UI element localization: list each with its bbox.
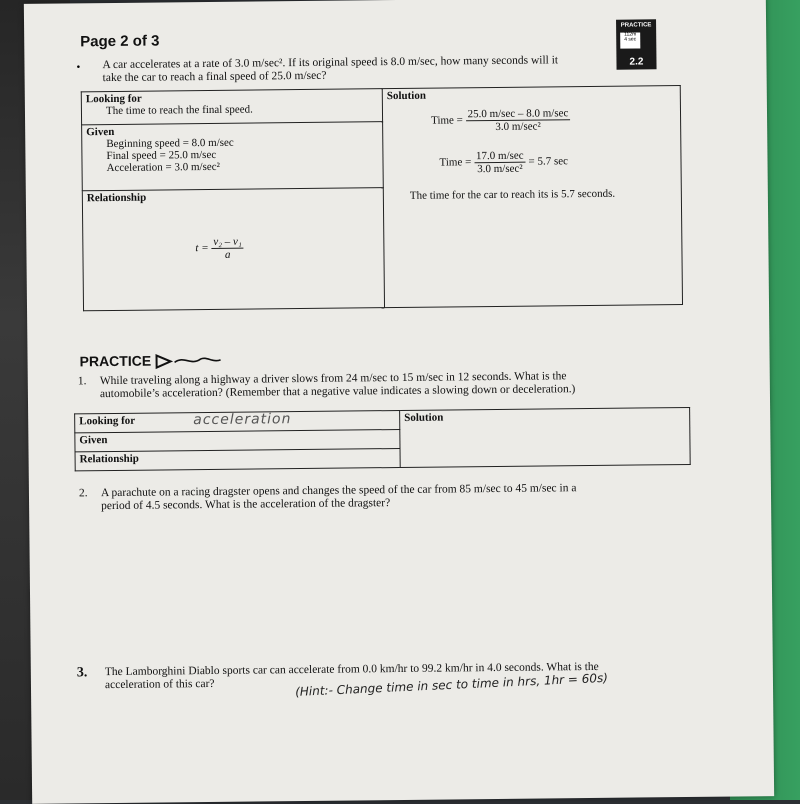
fraction-denominator: 3.0 m/sec² <box>477 162 523 176</box>
problem-line: While traveling along a highway a driver slows from 24 m/sec to 15 m/sec in 12 seconds. What is the <box>99 370 567 388</box>
worksheet-page <box>24 0 774 804</box>
handwritten-answer: acceleration <box>193 411 292 429</box>
relationship-cell[interactable] <box>75 448 400 470</box>
problem-line: automobile’s acceleration? (Remember that a negative value indicates a slowing down or deceleration.) <box>99 383 576 401</box>
solution-lhs: Time = <box>439 156 472 169</box>
badge-box-line: 4 sec <box>624 36 637 43</box>
problem-number: 3. <box>76 665 88 681</box>
solution-cell[interactable] <box>400 407 691 467</box>
fraction <box>474 150 526 176</box>
looking-for-label: Looking for <box>85 92 142 106</box>
solution-step-1 <box>431 107 571 133</box>
badge-box <box>620 32 640 48</box>
looking-for-cell[interactable] <box>75 410 400 432</box>
problem-1-table <box>74 407 691 471</box>
solution-text: The time for the car to reach its is 5.7 seconds. <box>409 187 616 202</box>
problem-2-work-area[interactable] <box>79 523 700 659</box>
question-line: take the car to reach a final speed of 25.0 m/sec? <box>102 69 327 85</box>
given-label: Given <box>86 125 115 139</box>
problem-line: The Lamborghini Diablo sports car can accelerate from 0.0 km/hr to 99.2 km/hr in 4.0 seconds. What is the <box>104 660 599 679</box>
given-label: Given <box>79 434 108 447</box>
problem-2 <box>78 482 577 513</box>
problem-1 <box>77 370 576 401</box>
handwritten-hint: (Hint:- Change time in sec to time in hrs, 1hr = 60s) <box>294 670 609 699</box>
looking-for-cell <box>81 89 382 125</box>
bullet-icon: • <box>76 61 81 74</box>
fraction-denominator: a <box>224 248 231 261</box>
formula-lhs: t = <box>195 242 209 255</box>
fraction <box>211 236 244 261</box>
fraction-numerator: v₂ – v₁ <box>211 236 244 249</box>
given-cell <box>82 122 384 191</box>
problem-3 <box>76 660 609 699</box>
problem-line: A parachute on a racing dragster opens and changes the speed of the car from 85 m/sec to 45 m/sec in a <box>100 482 577 500</box>
example-table <box>81 85 683 311</box>
solution-result: = 5.7 sec <box>528 155 569 168</box>
fraction-denominator: 3.0 m/sec² <box>495 120 541 133</box>
solution-cell <box>382 86 682 308</box>
problem-line: acceleration of this car? <box>104 677 215 692</box>
practice-badge <box>616 19 657 69</box>
looking-for-label: Looking for <box>79 414 136 428</box>
page-label: Page 2 of 3 <box>80 32 160 51</box>
solution-step-2 <box>439 149 568 175</box>
arrow-icon <box>155 353 225 370</box>
problem-number: 2. <box>78 487 88 500</box>
fraction-numerator: 17.0 m/sec <box>474 150 526 164</box>
fraction-numerator: 25.0 m/sec – 8.0 m/sec <box>465 107 570 121</box>
given-item: Acceleration = 3.0 m/sec² <box>106 160 220 175</box>
practice-heading <box>79 352 225 371</box>
practice-label: PRACTICE <box>79 352 152 370</box>
fraction <box>465 107 570 133</box>
problem-3-work-area[interactable] <box>81 709 702 795</box>
badge-title: PRACTICE <box>620 22 652 29</box>
problem-number: 1. <box>77 375 87 388</box>
relationship-label: Relationship <box>86 191 147 205</box>
solution-lhs: Time = <box>431 114 463 127</box>
example-question <box>102 54 558 85</box>
given-item: Final speed = 25.0 m/sec <box>106 148 217 163</box>
relationship-label: Relationship <box>79 452 139 466</box>
looking-for-text: The time to reach the final speed. <box>105 103 253 118</box>
problem-line: period of 4.5 seconds. What is the acceleration of the dragster? <box>101 497 391 513</box>
badge-box-line: 112m <box>624 31 637 38</box>
relationship-cell <box>82 188 384 311</box>
given-item: Beginning speed = 8.0 m/sec <box>106 136 234 151</box>
solution-label: Solution <box>404 411 444 424</box>
relationship-formula <box>195 236 244 262</box>
solution-label: Solution <box>386 89 427 103</box>
badge-number: 2.2 <box>629 56 644 68</box>
question-line: A car accelerates at a rate of 3.0 m/sec². If its original speed is 8.0 m/sec, how many seconds will it <box>102 54 559 72</box>
